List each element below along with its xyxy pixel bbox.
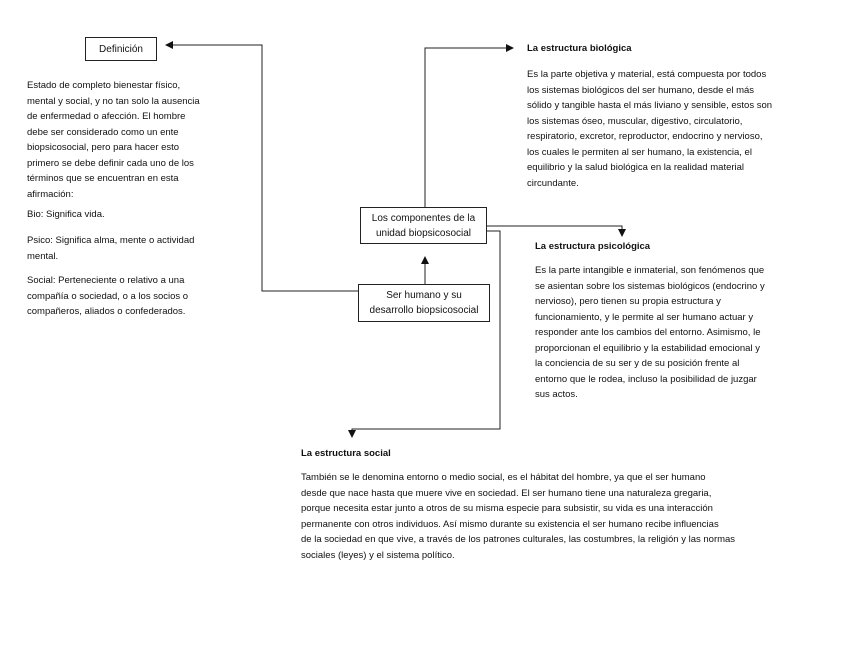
definicion-psico: Psico: Significa alma, mente o actividad mental. [27,235,195,262]
arrow-to-social [352,231,500,437]
biologica-title: La estructura biológica [527,43,632,54]
psicologica-title: La estructura psicológica [535,241,651,252]
arrow-to-biologica [425,48,513,207]
definicion-title: Definición [99,43,143,55]
ser-humano-box [358,284,490,322]
psicologica-body: Es la parte intangible e inmaterial, son fenómenos que se asientan sobre los sistemas biológicos (endocrino y nervioso), pero tienen su propia estructura y funcionamiento, y le permite al ser humano actuar y responder ante los cambios del entorno. Asimismo, le proporcionan el equilibrio y la estabilidad emocional y la conciencia de su ser y de su posición frente al entorno que le rodea, incluso la posibilidad de juzgar sus actos. [535,265,765,400]
definicion-social: Social: Perteneciente o relativo a una compañía o sociedad, o a los socios o compañeros, aliados o confederados. [27,275,189,317]
definicion-body: Estado de completo bienestar físico, mental y social, y no tan solo la ausencia de enfermedad o afección. El hombre debe ser considerado como un ente biopsicosocial, pero para hacer esto primero se debe definir cada uno de los términos que se encuentran en esta afirmación: [27,80,200,200]
componentes-box [360,207,487,244]
ser-humano-label: Ser humano y su desarrollo biopsicosocial [369,290,479,316]
social-body: También se le denomina entorno o medio social, es el hábitat del hombre, ya que el ser humano desde que nace hasta que muere vive en sociedad. El ser humano tiene una naturaleza gregaria, porque necesita estar junto a otros de su misma especie para subsistir, su vida es una interacción permanente con otros individuos. Así mismo durante su existencia el ser humano recibe influencias de la sociedad en que vive, a través de los patrones culturales, las costumbres, la religión y las normas sociales (leyes) y el sistema político. [301,472,736,561]
componentes-label: Los componentes de la unidad biopsicosocial [371,212,476,239]
definicion-box [85,37,157,61]
biologica-body: Es la parte objetiva y material, está compuesta por todos los sistemas biológicos del ser humano, desde el más sólido y tangible hasta el más liviano y sensible, estos son los sistemas óseo, muscular, digestivo, circulatorio, respiratorio, excretor, reproductor, endocrino y nervioso, los cuales le permiten al ser humano, la existencia, el equilibrio y la salud biológica en la realidad material circundante. [527,69,773,189]
social-title: La estructura social [301,448,391,459]
definicion-bio: Bio: Significa vida. [27,209,105,220]
arrow-to-psicologica [487,226,622,236]
